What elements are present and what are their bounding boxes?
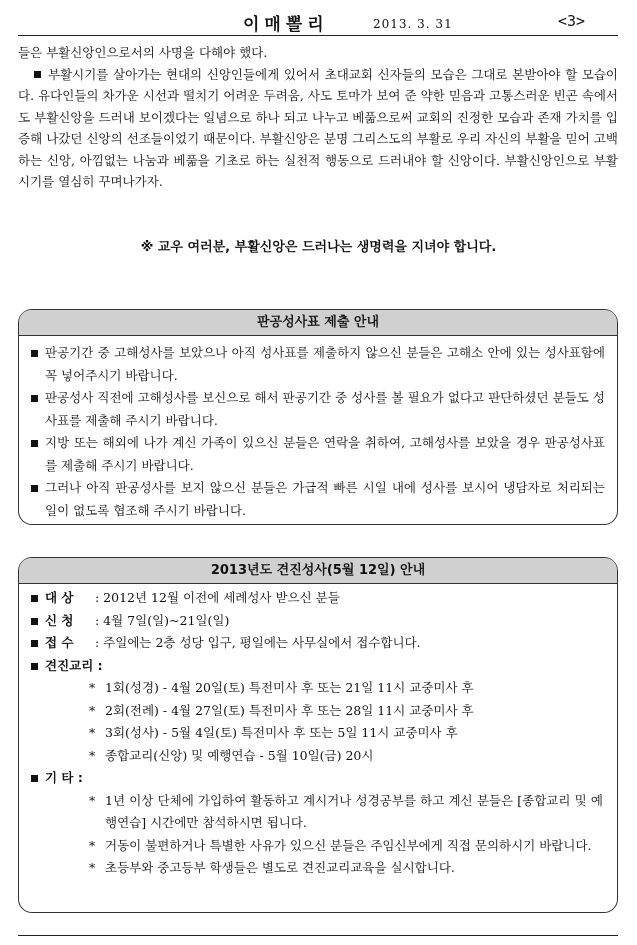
receipt-label: 접 수 — [45, 635, 74, 650]
etc-text: 초등부와 중고등부 학생들은 별도로 견진교리교육을 실시합니다. — [105, 860, 455, 875]
list-item-text: 지방 또는 해외에 나가 계신 가족이 있으신 분들은 연락을 취하여, 고해성사를 보았을 경우 판공성사표를 제출해 주시기 바랍니다. — [45, 435, 605, 473]
confirmation-info-title: 2013년도 견진성사(5월 12일) 안내 — [19, 558, 617, 584]
session-text: 2회(전례) - 4월 27일(토) 특전미사 후 또는 28일 11시 교중미사 후 — [105, 702, 474, 718]
target-value: : 2012년 12월 이전에 세례성사 받으신 분들 — [95, 590, 340, 605]
apply-value: : 4월 7일(일)~21일(일) — [95, 612, 230, 628]
asterisk-icon: * — [89, 680, 96, 695]
square-bullet-icon — [31, 775, 38, 782]
asterisk-icon: * — [89, 860, 96, 875]
session-item — [29, 722, 605, 745]
footer-divider — [18, 935, 618, 936]
receipt-value: : 주일에는 2층 성당 입구, 평일에는 사무실에서 접수합니다. — [95, 635, 421, 650]
square-bullet-icon — [31, 640, 38, 647]
list-item-text: 판공기간 중 고해성사를 보았으나 아직 성사표를 제출하지 않으신 분들은 고해소 안에 있는 성사표함에 꼭 넣어주시기 바랍니다. — [45, 345, 605, 383]
etc-row — [29, 767, 605, 790]
confirmation-info-body — [19, 584, 617, 880]
etc-item — [29, 835, 605, 858]
page-header — [18, 8, 618, 36]
asterisk-icon: * — [89, 747, 96, 763]
etc-item — [29, 790, 605, 835]
list-item — [29, 342, 605, 387]
confession-notice-title: 판공성사표 제출 안내 — [19, 310, 617, 336]
slogan: ※ 교우 여러분, 부활신앙은 드러나는 생명력을 지녀야 합니다. — [140, 240, 497, 255]
session-item — [29, 700, 605, 723]
intro-paragraph — [18, 64, 618, 193]
page-number: <3> — [558, 12, 586, 30]
etc-item — [29, 857, 605, 880]
square-bullet-icon — [31, 663, 38, 670]
square-bullet-icon — [31, 350, 38, 357]
confirmation-info-box — [18, 557, 618, 913]
session-item — [29, 745, 605, 768]
list-item — [29, 477, 605, 522]
session-item — [29, 677, 605, 700]
confession-notice-box — [18, 309, 618, 525]
issue-date: 2013. 3. 31 — [373, 17, 453, 31]
confession-notice-list — [19, 336, 617, 522]
square-bullet-icon — [31, 595, 38, 602]
target-row — [29, 587, 605, 610]
asterisk-icon: * — [89, 725, 96, 740]
list-item-text: 판공성사 직전에 고해성사를 보신으로 해서 판공기간 중 성사를 볼 필요가 없다고 판단하셨던 분들도 성사표를 제출해 주시기 바랍니다. — [45, 390, 605, 428]
session-text: 종합교리(신앙) 및 예행연습 - 5월 10일(금) 20시 — [105, 747, 374, 763]
list-item — [29, 387, 605, 432]
asterisk-icon: * — [89, 837, 96, 853]
square-bullet-icon — [31, 618, 38, 625]
square-bullet-icon — [34, 71, 41, 78]
newsletter-title: 이매뽈리 — [243, 15, 329, 35]
square-bullet-icon — [31, 395, 38, 402]
intro-line: 들은 부활신앙인으로서의 사명을 다해야 했다. — [18, 45, 268, 60]
course-row — [29, 655, 605, 678]
etc-label: 기 타 : — [45, 770, 83, 785]
asterisk-icon: * — [89, 702, 96, 718]
receipt-row — [29, 632, 605, 655]
square-bullet-icon — [31, 485, 38, 492]
square-bullet-icon — [31, 440, 38, 447]
session-text: 3회(성사) - 5월 4일(토) 특전미사 후 또는 5일 11시 교중미사 후 — [105, 725, 458, 740]
intro-text — [18, 42, 618, 193]
etc-text: 1년 이상 단체에 가입하여 활동하고 계시거나 성경공부를 하고 계신 분들은 [종합교리 및 예행연습] 시간에만 참석하시면 됩니다. — [105, 792, 603, 830]
list-item-text: 그러나 아직 판공성사를 보지 않으신 분들은 가급적 빠른 시일 내에 성사를 보시어 냉담자로 처리되는 일이 없도록 협조해 주시기 바랍니다. — [45, 480, 605, 518]
course-label: 견진교리 : — [45, 657, 103, 673]
apply-label: 신 청 — [45, 612, 74, 628]
list-item — [29, 432, 605, 477]
intro-paragraph-text: 부활시기를 살아가는 현대의 신앙인들에게 있어서 초대교회 신자들의 모습은 그대로 본받아야 할 모습이다. 유다인들의 차가운 시선과 떨치기 어려운 두려움, 사도 토마가 보여 준 약한 믿음과 고통스러운 빈곤 속에서도 부활신앙을 드러내 보이겠다는 일념으로 하나 되고 나누고 베풂으로써 교회의 진정한 모습과 존재 가치를 입증해 나갔던 신앙의 선조들이었기 때문이다. 부활신앙은 분명 그리스도의 부활로 우리 자신의 부활을 믿어 고백하는 신앙, 아낌없는 나눔과 베풂을 기초로 하는 실천적 행동으로 드러내야 할 신앙이다. 부활신앙인으로 부활시기를 열심히 꾸며나가자. — [18, 66, 618, 189]
apply-row — [29, 610, 605, 633]
session-text: 1회(성경) - 4월 20일(토) 특전미사 후 또는 21일 11시 교중미사 후 — [105, 680, 474, 695]
asterisk-icon: * — [89, 792, 96, 808]
target-label: 대 상 — [45, 590, 74, 605]
etc-text: 거동이 불편하거나 특별한 사유가 있으신 분들은 주임신부에게 직접 문의하시기 바랍니다. — [105, 837, 592, 853]
